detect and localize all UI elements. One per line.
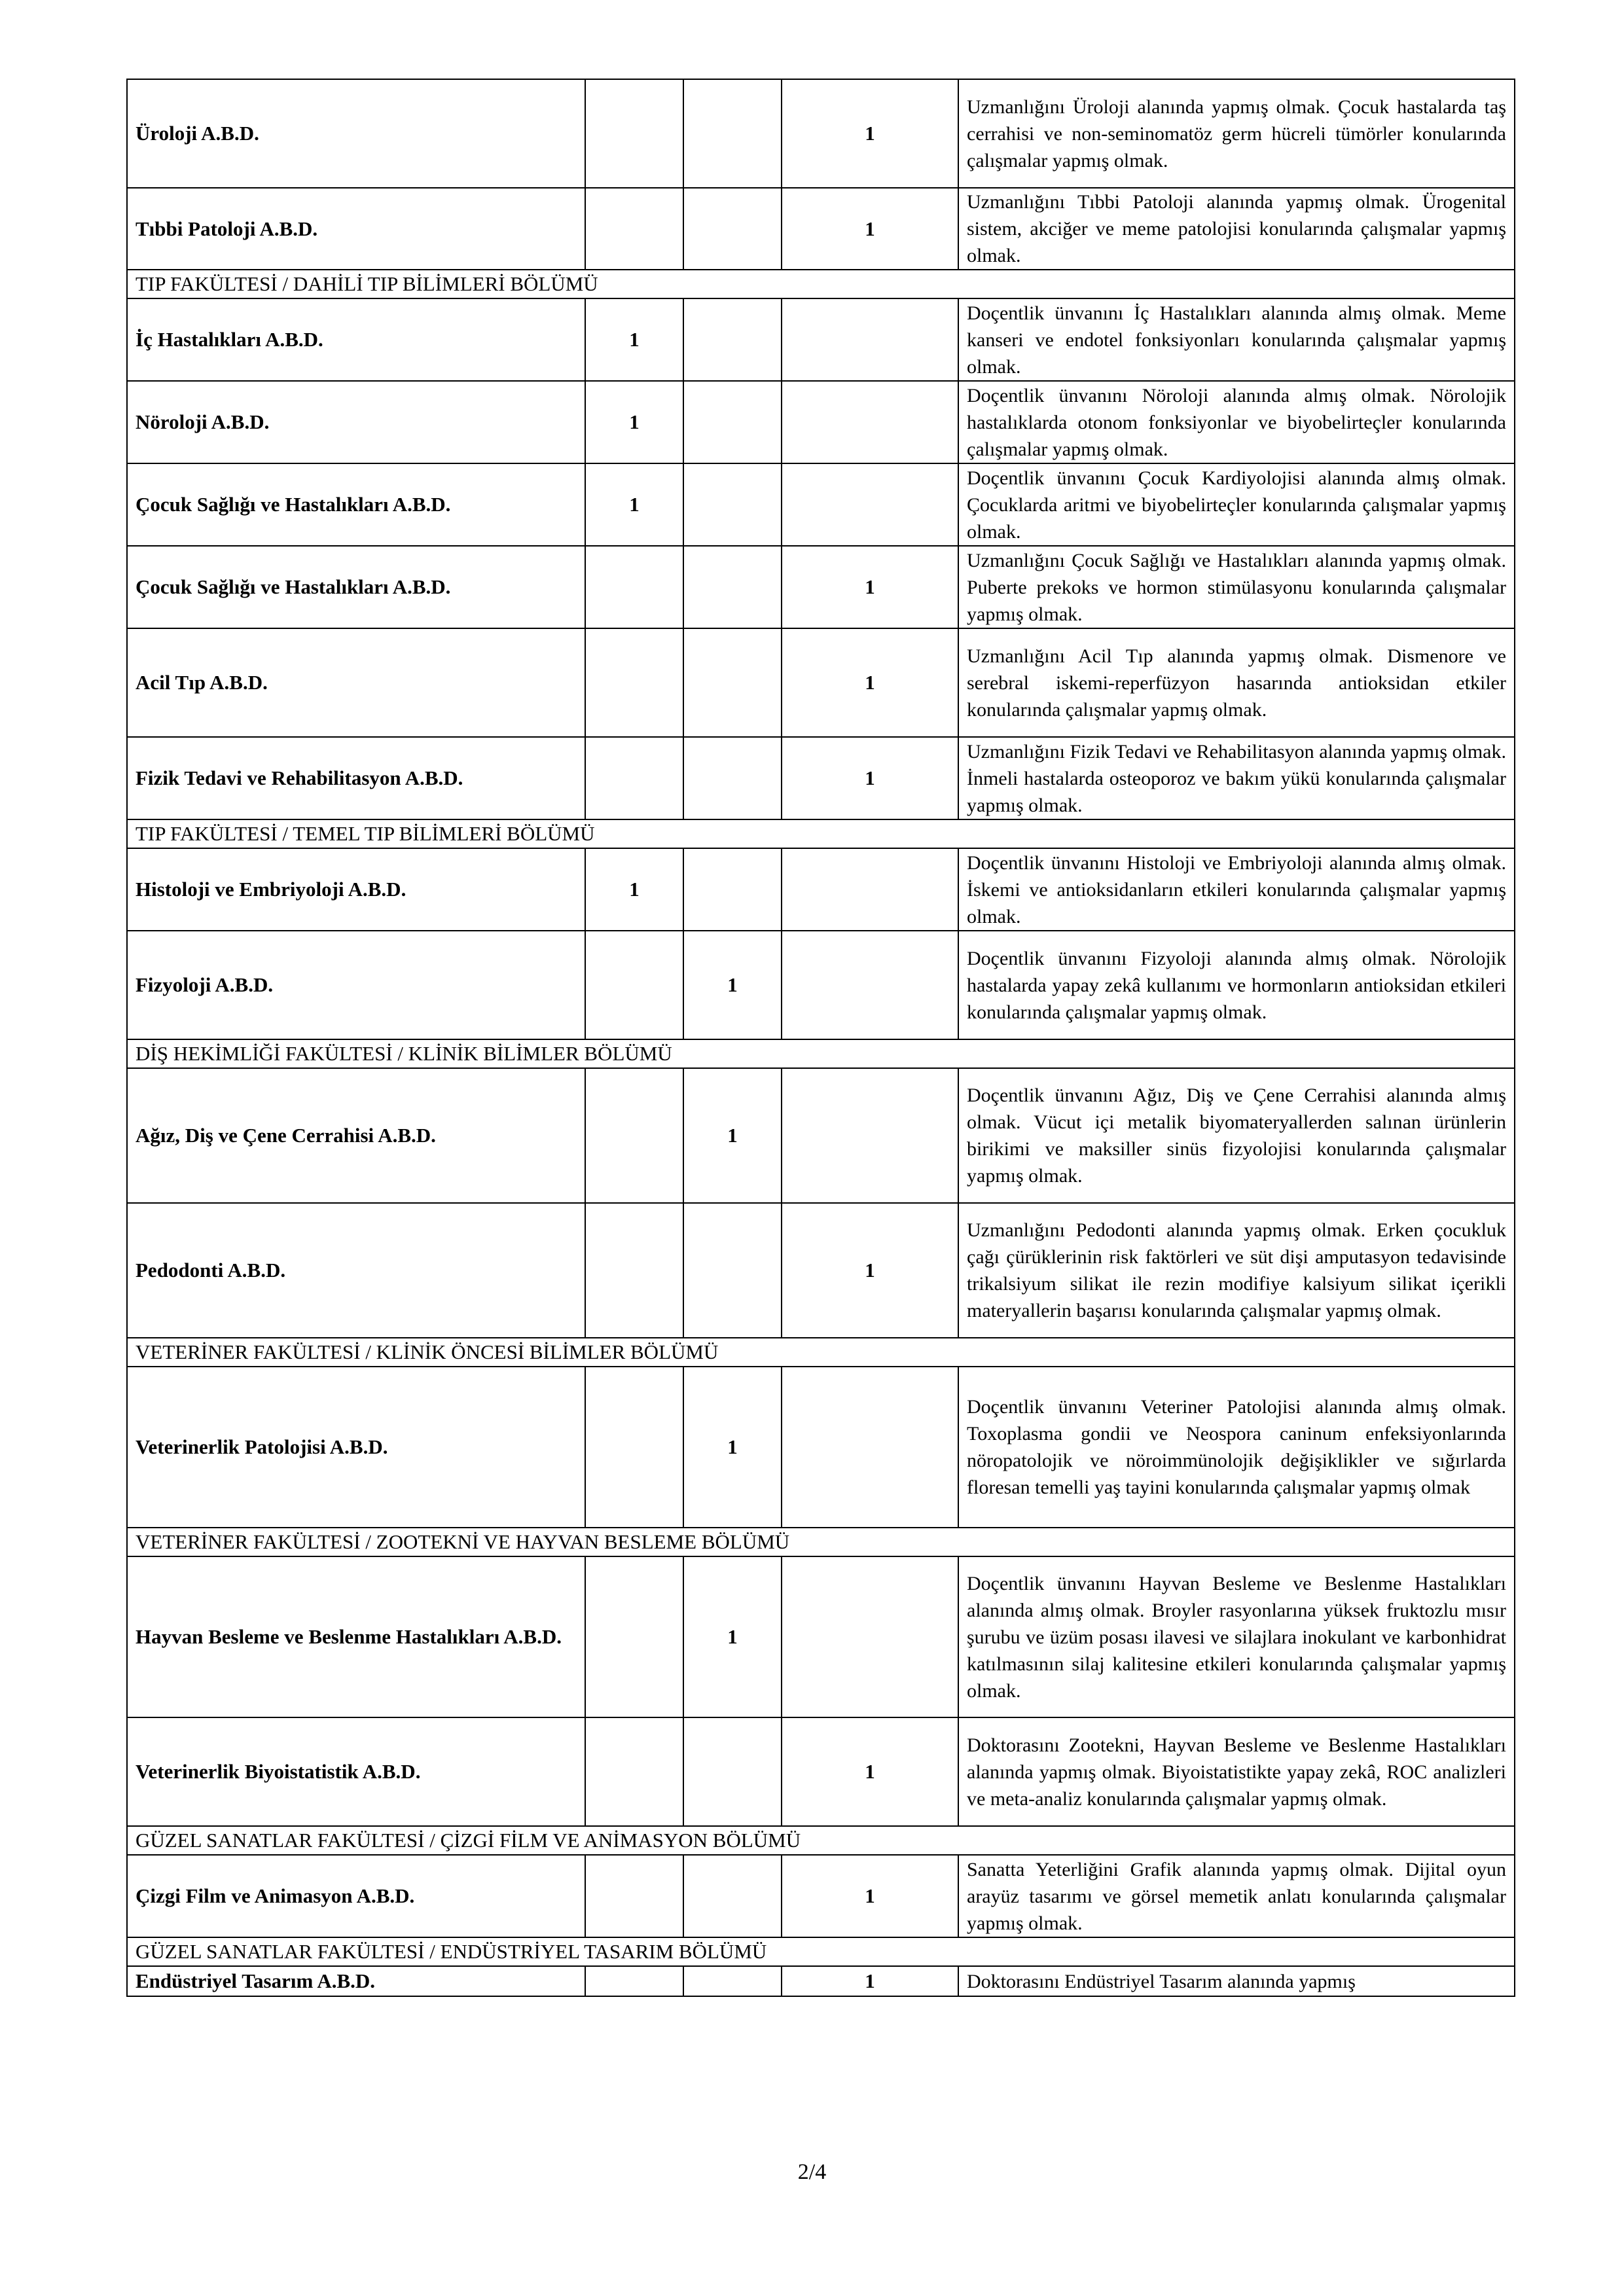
quota-cell-3: 1 <box>782 1966 958 1996</box>
department-cell: Çocuk Sağlığı ve Hastalıkları A.B.D. <box>127 546 585 628</box>
quota-cell-3 <box>782 848 958 931</box>
quota-cell-3: 1 <box>782 1717 958 1826</box>
quota-cell-3: 1 <box>782 188 958 270</box>
requirements-cell: Doktorasını Zootekni, Hayvan Besleme ve Beslenme Hastalıkları alanında yapmış olmak. Biyoistatistikte yapay zekâ, ROC analizleri ve meta-analiz konularında çalışmalar yapmış olmak. <box>958 1717 1515 1826</box>
table-row <box>127 1367 1515 1528</box>
quota-cell-2: 1 <box>683 1556 782 1717</box>
quota-cell-1: 1 <box>585 298 683 381</box>
table-row <box>127 1556 1515 1717</box>
section-header-row <box>127 1039 1515 1068</box>
requirements-cell: Doçentlik ünvanını Fizyoloji alanında almış olmak. Nörolojik hastalarda yapay zekâ kullanımı ve hormonların antioksidan etkileri konularında çalışmalar yapmış olmak. <box>958 931 1515 1039</box>
department-cell: Çizgi Film ve Animasyon A.B.D. <box>127 1855 585 1937</box>
quota-cell-3 <box>782 298 958 381</box>
quota-cell-3 <box>782 1367 958 1528</box>
quota-cell-1 <box>585 1966 683 1996</box>
requirements-cell: Uzmanlığını Fizik Tedavi ve Rehabilitasyon alanında yapmış olmak. İnmeli hastalarda osteoporoz ve bakım yükü konularında çalışmalar yapmış olmak. <box>958 737 1515 819</box>
table-row <box>127 298 1515 381</box>
quota-cell-3: 1 <box>782 1855 958 1937</box>
quota-cell-3: 1 <box>782 1203 958 1338</box>
department-cell: Üroloji A.B.D. <box>127 79 585 188</box>
quota-cell-3: 1 <box>782 737 958 819</box>
quota-cell-2: 1 <box>683 931 782 1039</box>
table-row <box>127 1203 1515 1338</box>
quota-cell-3: 1 <box>782 628 958 737</box>
department-cell: Histoloji ve Embriyoloji A.B.D. <box>127 848 585 931</box>
department-cell: Fizik Tedavi ve Rehabilitasyon A.B.D. <box>127 737 585 819</box>
quota-cell-1: 1 <box>585 848 683 931</box>
quota-cell-3 <box>782 1556 958 1717</box>
quota-cell-2 <box>683 848 782 931</box>
quota-cell-1 <box>585 79 683 188</box>
table-row <box>127 1717 1515 1826</box>
section-title: DİŞ HEKİMLİĞİ FAKÜLTESİ / KLİNİK BİLİMLER BÖLÜMÜ <box>127 1039 1515 1068</box>
quota-cell-3 <box>782 381 958 463</box>
department-cell: Ağız, Diş ve Çene Cerrahisi A.B.D. <box>127 1068 585 1203</box>
quota-cell-2 <box>683 79 782 188</box>
table-row <box>127 737 1515 819</box>
section-title: VETERİNER FAKÜLTESİ / ZOOTEKNİ VE HAYVAN BESLEME BÖLÜMÜ <box>127 1528 1515 1556</box>
quota-cell-2 <box>683 463 782 546</box>
quota-cell-2 <box>683 188 782 270</box>
quota-cell-1 <box>585 931 683 1039</box>
department-cell: Veterinerlik Patolojisi A.B.D. <box>127 1367 585 1528</box>
section-header-row <box>127 819 1515 848</box>
section-title: VETERİNER FAKÜLTESİ / KLİNİK ÖNCESİ BİLİMLER BÖLÜMÜ <box>127 1338 1515 1367</box>
quota-cell-3 <box>782 931 958 1039</box>
requirements-cell: Doçentlik ünvanını Histoloji ve Embriyoloji alanında almış olmak. İskemi ve antioksidanların etkileri konularında çalışmalar yapmış olmak. <box>958 848 1515 931</box>
requirements-cell: Uzmanlığını Tıbbi Patoloji alanında yapmış olmak. Ürogenital sistem, akciğer ve meme patolojisi konularında çalışmalar yapmış olmak. <box>958 188 1515 270</box>
table-row <box>127 463 1515 546</box>
table-row <box>127 1966 1515 1996</box>
requirements-cell: Uzmanlığını Acil Tıp alanında yapmış olmak. Dismenore ve serebral iskemi-reperfüzyon hasarında antioksidan etkiler konularında çalışmalar yapmış olmak. <box>958 628 1515 737</box>
table-row <box>127 628 1515 737</box>
quota-cell-1 <box>585 628 683 737</box>
table-row <box>127 188 1515 270</box>
table-row <box>127 1068 1515 1203</box>
quota-cell-2 <box>683 1717 782 1826</box>
quota-cell-1 <box>585 1556 683 1717</box>
quota-cell-3: 1 <box>782 79 958 188</box>
quota-cell-2 <box>683 737 782 819</box>
requirements-cell: Uzmanlığını Çocuk Sağlığı ve Hastalıkları alanında yapmış olmak. Puberte prekoks ve hormon stimülasyonu konularında çalışmalar yapmış olmak. <box>958 546 1515 628</box>
department-cell: Endüstriyel Tasarım A.B.D. <box>127 1966 585 1996</box>
quota-cell-2 <box>683 298 782 381</box>
table-row <box>127 546 1515 628</box>
requirements-cell: Doktorasını Endüstriyel Tasarım alanında yapmış <box>958 1966 1515 1996</box>
requirements-cell: Doçentlik ünvanını Çocuk Kardiyolojisi alanında almış olmak. Çocuklarda aritmi ve biyobelirteçler konularında çalışmalar yapmış olmak. <box>958 463 1515 546</box>
quota-cell-2 <box>683 1855 782 1937</box>
department-cell: Pedodonti A.B.D. <box>127 1203 585 1338</box>
department-cell: İç Hastalıkları A.B.D. <box>127 298 585 381</box>
quota-cell-1 <box>585 546 683 628</box>
quota-cell-2: 1 <box>683 1367 782 1528</box>
section-header-row <box>127 1528 1515 1556</box>
table-row <box>127 381 1515 463</box>
requirements-cell: Uzmanlığını Üroloji alanında yapmış olmak. Çocuk hastalarda taş cerrahisi ve non-seminomatöz germ hücreli tümörler konularında çalışmalar yapmış olmak. <box>958 79 1515 188</box>
department-cell: Hayvan Besleme ve Beslenme Hastalıkları A.B.D. <box>127 1556 585 1717</box>
department-cell: Tıbbi Patoloji A.B.D. <box>127 188 585 270</box>
quota-cell-2 <box>683 546 782 628</box>
department-cell: Çocuk Sağlığı ve Hastalıkları A.B.D. <box>127 463 585 546</box>
department-cell: Acil Tıp A.B.D. <box>127 628 585 737</box>
table-row <box>127 931 1515 1039</box>
section-title: TIP FAKÜLTESİ / TEMEL TIP BİLİMLERİ BÖLÜMÜ <box>127 819 1515 848</box>
section-header-row <box>127 1937 1515 1966</box>
requirements-cell: Doçentlik ünvanını Hayvan Besleme ve Beslenme Hastalıkları alanında almış olmak. Broyler rasyonlarına yüksek fruktozlu mısır şurubu ve üzüm posası ilavesi ve silajlara inokulant ve karbonhidrat katılmasının silaj kalitesine etkileri konularında çalışmalar yapmış olmak. <box>958 1556 1515 1717</box>
quota-cell-2 <box>683 381 782 463</box>
section-title: GÜZEL SANATLAR FAKÜLTESİ / ÇİZGİ FİLM VE ANİMASYON BÖLÜMÜ <box>127 1826 1515 1855</box>
quota-cell-1 <box>585 1855 683 1937</box>
quota-cell-3 <box>782 1068 958 1203</box>
quota-cell-3: 1 <box>782 546 958 628</box>
quota-cell-1 <box>585 1068 683 1203</box>
quota-cell-2 <box>683 628 782 737</box>
requirements-cell: Doçentlik ünvanını Nöroloji alanında almış olmak. Nörolojik hastalıklarda otonom fonksiyonlar ve biyobelirteçler konularında çalışmalar yapmış olmak. <box>958 381 1515 463</box>
department-cell: Fizyoloji A.B.D. <box>127 931 585 1039</box>
requirements-cell: Doçentlik ünvanını Veteriner Patolojisi alanında almış olmak. Toxoplasma gondii ve Neospora caninum enfeksiyonlarında nöropatolojik ve nöroimmünolojik değişiklikler ve sığırlarda floresan temelli yaş tayini konularında çalışmalar yapmış olmak <box>958 1367 1515 1528</box>
section-header-row <box>127 270 1515 298</box>
quota-cell-1: 1 <box>585 463 683 546</box>
page-number: 2/4 <box>797 2160 827 2184</box>
requirements-cell: Doçentlik ünvanını Ağız, Diş ve Çene Cerrahisi alanında almış olmak. Vücut içi metalik biyomateryallerden salınan ürünlerin birikimi ve maksiller sinüs fizyolojisi konularında çalışmalar yapmış olmak. <box>958 1068 1515 1203</box>
department-cell: Veterinerlik Biyoistatistik A.B.D. <box>127 1717 585 1826</box>
quota-cell-1 <box>585 1203 683 1338</box>
quota-cell-1 <box>585 1717 683 1826</box>
table-row <box>127 1855 1515 1937</box>
department-cell: Nöroloji A.B.D. <box>127 381 585 463</box>
quota-cell-2: 1 <box>683 1068 782 1203</box>
quota-cell-3 <box>782 463 958 546</box>
quota-cell-1 <box>585 737 683 819</box>
position-table <box>126 79 1515 1997</box>
table-row <box>127 79 1515 188</box>
table-row <box>127 848 1515 931</box>
quota-cell-1 <box>585 188 683 270</box>
section-title: TIP FAKÜLTESİ / DAHİLİ TIP BİLİMLERİ BÖLÜMÜ <box>127 270 1515 298</box>
requirements-cell: Uzmanlığını Pedodonti alanında yapmış olmak. Erken çocukluk çağı çürüklerinin risk faktörleri ve süt dişi amputasyon tedavisinde trikalsiyum silikat ile rezin modifiye kalsiyum silikat içerikli materyallerin başarısı konularında çalışmalar yapmış olmak. <box>958 1203 1515 1338</box>
requirements-cell: Sanatta Yeterliğini Grafik alanında yapmış olmak. Dijital oyun arayüz tasarımı ve görsel memetik anlatı konularında çalışmalar yapmış olmak. <box>958 1855 1515 1937</box>
section-header-row <box>127 1826 1515 1855</box>
requirements-cell: Doçentlik ünvanını İç Hastalıkları alanında almış olmak. Meme kanseri ve endotel fonksiyonları konularında çalışmalar yapmış olmak. <box>958 298 1515 381</box>
section-header-row <box>127 1338 1515 1367</box>
quota-cell-2 <box>683 1966 782 1996</box>
quota-cell-1: 1 <box>585 381 683 463</box>
quota-cell-2 <box>683 1203 782 1338</box>
section-title: GÜZEL SANATLAR FAKÜLTESİ / ENDÜSTRİYEL TASARIM BÖLÜMÜ <box>127 1937 1515 1966</box>
quota-cell-1 <box>585 1367 683 1528</box>
